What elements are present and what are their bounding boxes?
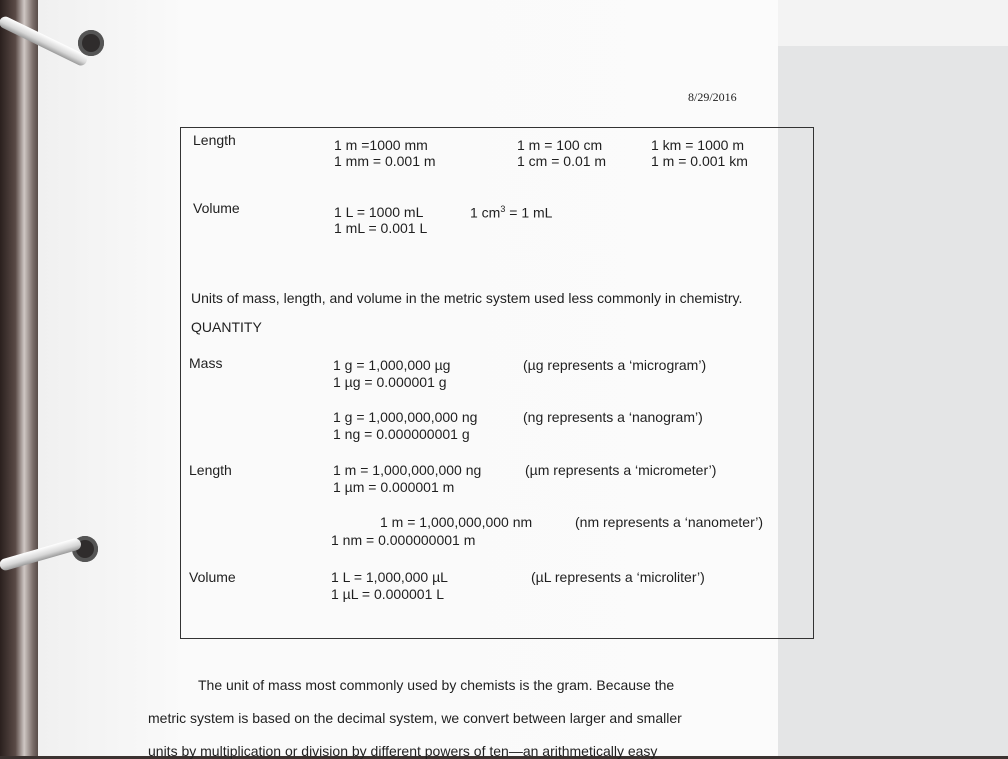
row-label-length: Length	[189, 462, 232, 478]
quantity-header: QUANTITY	[191, 319, 262, 335]
length-conversion: 1 mm = 0.001 m	[334, 153, 436, 169]
less-common-heading: Units of mass, length, and volume in the metric system used less commonly in chemistry.	[191, 290, 743, 306]
volume-cm-text: 1 cm	[470, 204, 501, 221]
page-date: 8/29/2016	[688, 90, 737, 104]
volume-note: (µL represents a ‘microliter’)	[531, 569, 705, 585]
mass-conversion: 1 ng = 0.000000001 g	[333, 426, 470, 442]
length-conversion: 1 m = 1,000,000,000 nm	[380, 514, 533, 530]
row-label-length: Length	[193, 132, 236, 148]
length-conversion: 1 m = 1,000,000,000 ng	[333, 462, 482, 478]
length-note: (µm represents a ‘micrometer’)	[525, 462, 717, 478]
length-conversion: 1 nm = 0.000000001 m	[331, 532, 476, 548]
volume-conversion: 1 mL = 0.001 L	[334, 220, 428, 236]
volume-conversion: 1 µL = 0.000001 L	[331, 586, 445, 602]
row-label-volume: Volume	[193, 200, 240, 216]
mass-conversion: 1 g = 1,000,000,000 ng	[333, 409, 478, 425]
row-label-mass: Mass	[189, 355, 223, 371]
mass-note: (µg represents a ‘microgram’)	[523, 357, 707, 373]
row-label-volume: Volume	[189, 569, 236, 585]
volume-conversion-cm3	[470, 204, 552, 221]
length-conversion: 1 m = 100 cm	[517, 137, 603, 153]
length-conversion: 1 cm = 0.01 m	[517, 153, 607, 169]
length-conversion: 1 m =1000 mm	[334, 137, 428, 153]
document-page	[38, 0, 778, 759]
paragraph-line: The unit of mass most commonly used by chemists is the gram. Because the	[198, 677, 675, 693]
mass-conversion: 1 g = 1,000,000 µg	[333, 357, 451, 373]
paragraph-line: metric system is based on the decimal system, we convert between larger and smaller	[148, 710, 682, 726]
volume-cm-equals: = 1 mL	[505, 204, 553, 221]
paragraph-line: units by multiplication or division by different powers of ten—an arithmetically easy	[148, 743, 658, 759]
ring-hole-top	[78, 30, 104, 56]
cubed-superscript: 3	[500, 204, 506, 214]
mass-conversion: 1 µg = 0.000001 g	[333, 374, 447, 390]
mass-note: (ng represents a ‘nanogram’)	[523, 409, 703, 425]
volume-conversion: 1 L = 1,000,000 µL	[331, 569, 448, 585]
background-surface-top	[770, 0, 1008, 46]
length-conversion: 1 µm = 0.000001 m	[333, 479, 455, 495]
volume-conversion: 1 L = 1000 mL	[334, 204, 424, 220]
length-note: (nm represents a ‘nanometer’)	[575, 514, 764, 530]
length-conversion: 1 m = 0.001 km	[651, 153, 748, 169]
length-conversion: 1 km = 1000 m	[651, 137, 744, 153]
metric-units-table	[180, 127, 814, 639]
